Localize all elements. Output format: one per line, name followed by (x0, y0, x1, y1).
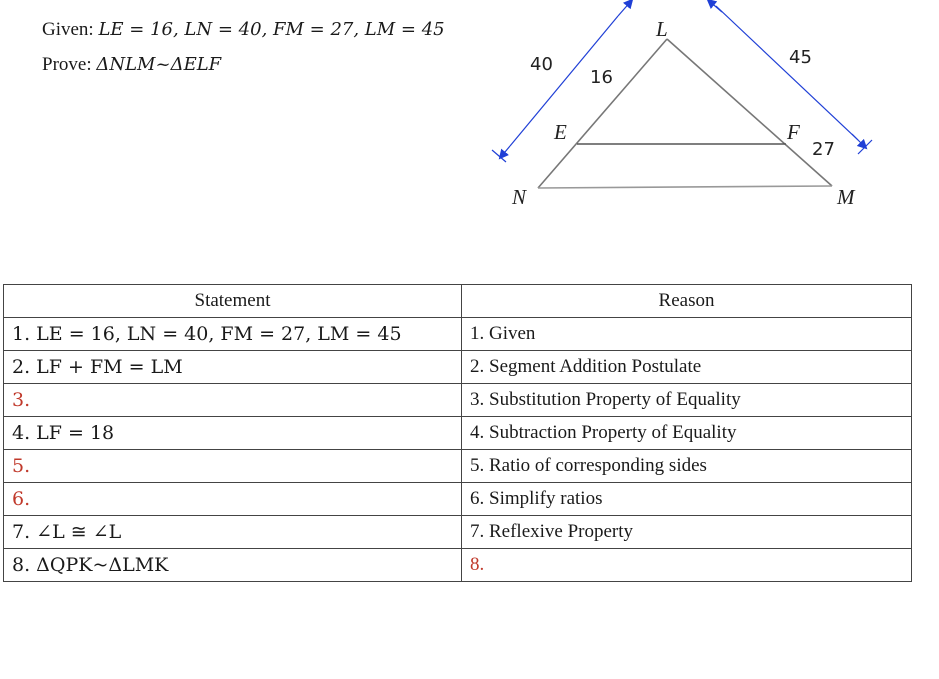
statement-cell: 1. LE = 16, LN = 40, FM = 27, LM = 45 (4, 318, 462, 351)
table-row (4, 384, 912, 417)
arrow-LN-start (500, 146, 510, 158)
label-E: E (554, 120, 567, 144)
statement-cell: 2. LF + FM = LM (4, 351, 462, 384)
reason-cell: 8. (462, 549, 912, 582)
statement-cell: 6. (4, 483, 462, 516)
table-row (4, 450, 912, 483)
statement-cell: 7. ∠L ≅ ∠L (4, 516, 462, 549)
table-header-row (4, 285, 912, 318)
reason-cell: 6. Simplify ratios (462, 483, 912, 516)
reason-cell: 7. Reflexive Property (462, 516, 912, 549)
length-LM: 45 (789, 47, 812, 68)
label-N: N (512, 185, 527, 209)
length-LE: 16 (590, 67, 613, 88)
length-LN: 40 (530, 54, 553, 75)
reason-cell: 2. Segment Addition Postulate (462, 351, 912, 384)
reason-cell: 4. Subtraction Property of Equality (462, 417, 912, 450)
label-F: F (787, 120, 800, 144)
segment-LN (538, 39, 667, 188)
prove-statement (42, 54, 221, 76)
statement-cell: 3. (4, 384, 462, 417)
prove-text: ΔNLM~ΔELF (96, 54, 222, 75)
statement-header: Statement (4, 285, 462, 318)
tick-LN (492, 150, 506, 162)
table-row (4, 549, 912, 582)
table-row (4, 318, 912, 351)
table-row (4, 516, 912, 549)
arrow-LM-end (852, 134, 866, 148)
prove-label: Prove: (42, 54, 92, 75)
label-M: M (837, 185, 855, 209)
given-label: Given: (42, 19, 94, 40)
reason-cell: 1. Given (462, 318, 912, 351)
length-FM: 27 (812, 139, 835, 160)
arrow-LN-end (618, 0, 632, 16)
reason-cell: 5. Ratio of corresponding sides (462, 450, 912, 483)
proof-table (3, 284, 912, 582)
statement-cell: 5. (4, 450, 462, 483)
triangle-figure (480, 0, 900, 220)
table-row (4, 483, 912, 516)
given-text: LE = 16, LN = 40, FM = 27, LM = 45 (98, 19, 445, 40)
table-row (4, 417, 912, 450)
reason-header: Reason (462, 285, 912, 318)
reason-cell: 3. Substitution Property of Equality (462, 384, 912, 417)
given-statement (42, 19, 445, 41)
statement-cell: 8. ΔQPK~ΔLMK (4, 549, 462, 582)
statement-cell: 4. LF = 18 (4, 417, 462, 450)
segment-NM (538, 186, 832, 188)
label-L: L (656, 17, 668, 41)
table-row (4, 351, 912, 384)
arrow-LM-start (708, 0, 722, 12)
